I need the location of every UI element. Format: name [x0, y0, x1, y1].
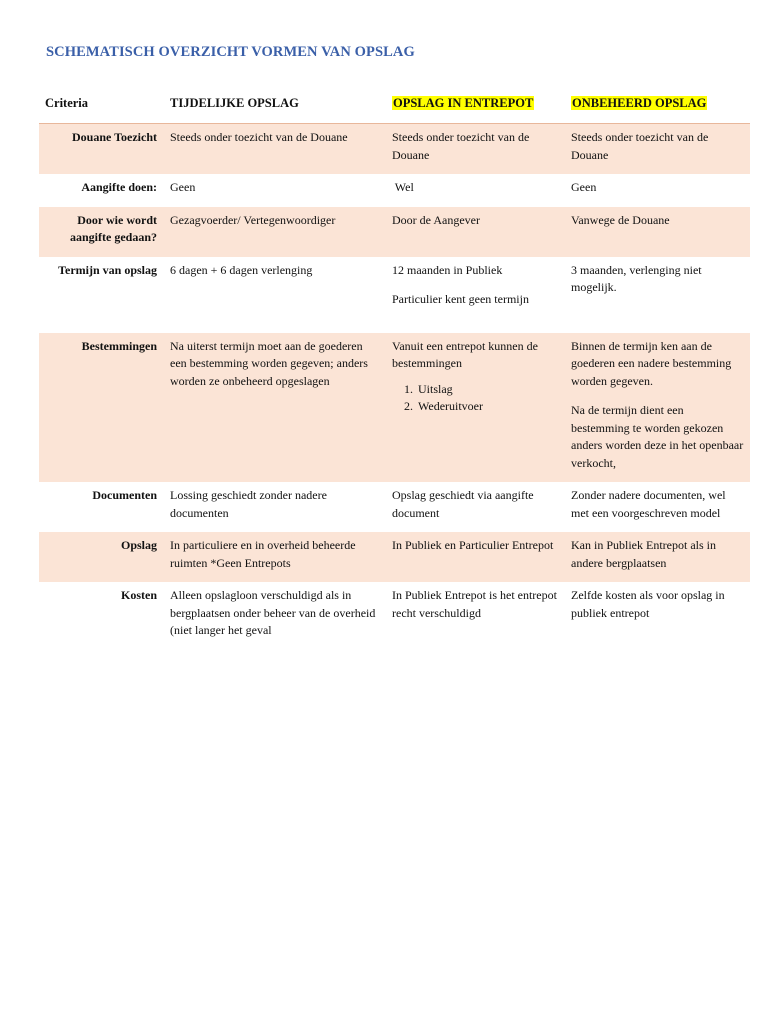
- header-row: [39, 88, 750, 124]
- cell-entrepot: [384, 174, 563, 207]
- cell-onbeheerd: [563, 124, 750, 175]
- cell-text: Wel: [392, 180, 414, 194]
- row-label: Douane Toezicht: [39, 124, 162, 175]
- row-opslag: [39, 532, 750, 582]
- cell-text: Steeds onder toezicht van de Douane: [392, 130, 530, 162]
- cell-onbeheerd: [563, 257, 750, 333]
- cell-entrepot: [384, 257, 563, 333]
- cell-text: Steeds onder toezicht van de Douane: [571, 130, 709, 162]
- row-bestemmingen: [39, 333, 750, 483]
- cell-text: In Publiek Entrepot is het entrepot recht verschuldigd: [392, 588, 557, 620]
- cell-tijdelijk: [162, 333, 384, 483]
- cell-entrepot: [384, 333, 563, 483]
- cell-text: Lossing geschiedt zonder nadere documenten: [170, 488, 327, 520]
- cell-tijdelijk: [162, 207, 384, 257]
- header-criteria: Criteria: [39, 88, 162, 124]
- cell-text: Steeds onder toezicht van de Douane: [170, 130, 348, 144]
- header-tijdelijke-opslag: TIJDELIJKE OPSLAG: [162, 88, 384, 124]
- cell-tijdelijk: [162, 257, 384, 333]
- row-aangifte-doen: [39, 174, 750, 207]
- row-label: Door wie wordt aangifte gedaan?: [39, 207, 162, 257]
- row-documenten: [39, 482, 750, 532]
- cell-text: Na uiterst termijn moet aan de goederen een bestemming worden gegeven; anders worden ze onbeheerd opgeslagen: [170, 338, 368, 388]
- cell-tijdelijk: [162, 124, 384, 175]
- cell-text: Kan in Publiek Entrepot als in andere bergplaatsen: [571, 538, 716, 570]
- cell-tijdelijk: [162, 532, 384, 582]
- cell-text: Gezagvoerder/ Vertegenwoordiger: [170, 212, 336, 227]
- page-title: SCHEMATISCH OVERZICHT VORMEN VAN OPSLAG: [46, 44, 415, 60]
- storage-overview-table: [39, 88, 750, 650]
- cell-entrepot: [384, 582, 563, 650]
- destination-list: [392, 381, 557, 416]
- list-item: 1. Uitslag: [416, 381, 557, 399]
- cell-tijdelijk: [162, 582, 384, 650]
- row-label: Kosten: [121, 588, 157, 602]
- table-body: [39, 124, 750, 650]
- cell-entrepot: [384, 207, 563, 257]
- row-label: Documenten: [92, 488, 157, 502]
- row-label: Opslag: [39, 532, 162, 582]
- row-door-wie: [39, 207, 750, 257]
- cell-text: In particuliere en in overheid beheerde ruimten *Geen Entrepots: [170, 538, 356, 570]
- row-douane-toezicht: [39, 124, 750, 175]
- cell-tijdelijk: [162, 482, 384, 532]
- cell-onbeheerd: [563, 333, 750, 483]
- row-termijn-van-opslag: [39, 257, 750, 333]
- row-label: Aangifte doen:: [81, 180, 157, 194]
- cell-text: Geen: [170, 180, 196, 194]
- cell-tijdelijk: [162, 174, 384, 207]
- highlighted-heading: OPSLAG IN ENTREPOT: [393, 96, 534, 111]
- cell-text: In Publiek en Particulier Entrepot: [392, 538, 554, 552]
- cell-text: 3 maanden, verlenging niet mogelijk.: [571, 262, 702, 294]
- cell-text: Particulier kent geen termijn: [392, 292, 529, 306]
- cell-text: Binnen de termijn ken aan de goederen een nadere bestemming worden gegeven.: [571, 338, 732, 388]
- table-header: [39, 88, 750, 124]
- cell-onbeheerd: [563, 482, 750, 532]
- cell-text: Zelfde kosten als voor opslag in publiek entrepot: [571, 588, 725, 620]
- highlighted-heading: ONBEHEERD OPSLAG: [572, 96, 707, 111]
- cell-text: Opslag geschiedt via aangifte document: [392, 488, 534, 520]
- cell-onbeheerd: [563, 582, 750, 650]
- list-item: 2. Wederuitvoer: [416, 398, 557, 416]
- row-label: Termijn van opslag: [58, 262, 157, 277]
- cell-entrepot: [384, 124, 563, 175]
- cell-onbeheerd: [563, 532, 750, 582]
- cell-text: Door de Aangever: [392, 212, 480, 227]
- header-opslag-in-entrepot: [384, 88, 563, 124]
- row-label: Bestemmingen: [39, 333, 162, 483]
- row-kosten: [39, 582, 750, 650]
- cell-text: 6 dagen + 6 dagen verlenging: [170, 262, 313, 277]
- cell-text: 12 maanden in Publiek: [392, 262, 503, 277]
- header-onbeheerd-opslag: [563, 88, 750, 124]
- cell-entrepot: [384, 482, 563, 532]
- cell-text: Zonder nadere documenten, wel met een voorgeschreven model: [571, 488, 726, 520]
- cell-text: Geen: [571, 180, 597, 194]
- cell-text: Alleen opslagloon verschuldigd als in bergplaatsen onder beheer van de overheid (niet langer het geval: [170, 588, 376, 637]
- cell-entrepot: [384, 532, 563, 582]
- cell-onbeheerd: [563, 174, 750, 207]
- cell-text: Vanwege de Douane: [571, 212, 670, 227]
- cell-text: Na de termijn dient een bestemming te worden gekozen anders worden deze in het openbaar verkocht,: [571, 403, 744, 470]
- cell-text: Vanuit een entrepot kunnen de bestemmingen: [392, 338, 538, 370]
- cell-onbeheerd: [563, 207, 750, 257]
